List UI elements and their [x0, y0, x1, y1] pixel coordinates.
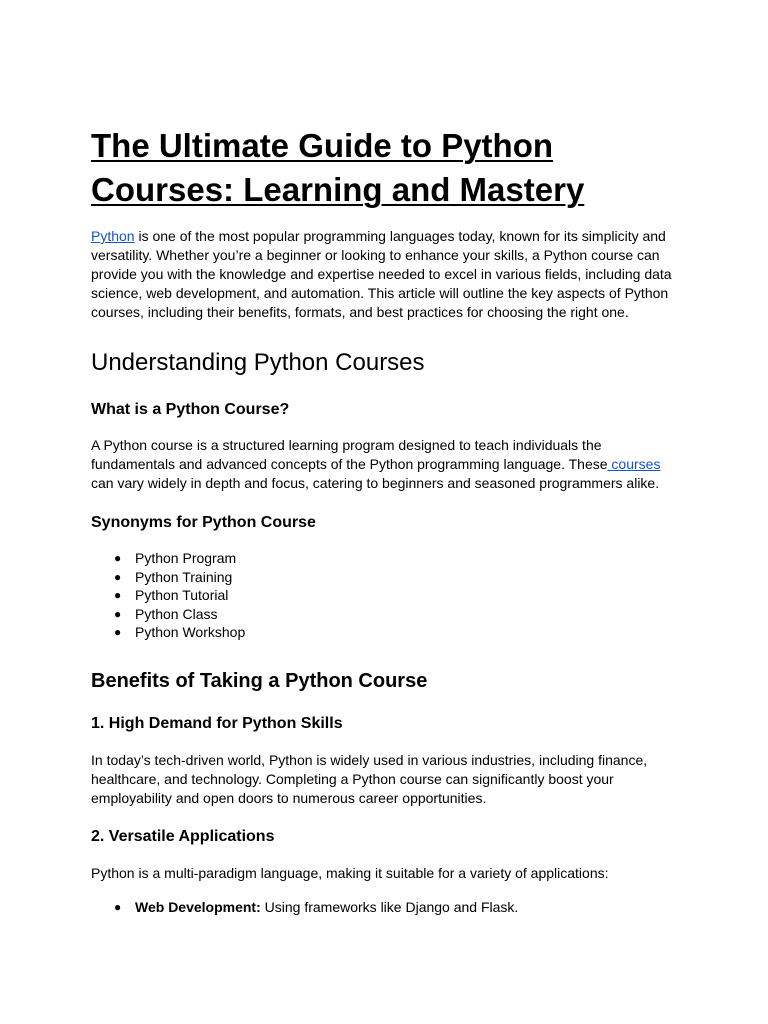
what-is-text-before: A Python course is a structured learning program designed to teach individuals the fundamentals and advanced concepts of the Python programming language. These: [91, 437, 608, 472]
item-text: Using frameworks like Django and Flask.: [260, 899, 519, 915]
bullet-icon: ●: [114, 551, 122, 565]
bullet-icon: ●: [114, 900, 122, 914]
applications-list: [91, 898, 518, 917]
bullet-icon: ●: [114, 588, 122, 603]
what-is-heading: What is a Python Course?: [91, 401, 290, 418]
python-link[interactable]: Python: [91, 228, 135, 244]
list-item: ● Python Training: [114, 568, 233, 585]
what-is-text-after: can vary widely in depth and focus, catering to beginners and seasoned programmers alike.: [91, 475, 660, 491]
intro-paragraph: [91, 227, 681, 322]
document-title: The Ultimate Guide to Python Courses: Learning and Mastery: [91, 127, 585, 208]
understanding-heading: Understanding Python Courses: [91, 349, 425, 376]
versatile-heading: 2. Versatile Applications: [91, 828, 275, 845]
bullet-icon: ●: [114, 606, 122, 621]
bullet-icon: ●: [114, 569, 122, 584]
demand-heading: 1. High Demand for Python Skills: [91, 715, 343, 732]
list-item: ● Python Tutorial: [114, 587, 229, 604]
synonyms-heading: Synonyms for Python Course: [91, 514, 316, 531]
demand-paragraph: In today’s tech-driven world, Python is widely used in various industries, including finance, healthcare, and technology. Completing a Python course can significantly boost your employability and open doors to numerous career opportunities.: [91, 752, 648, 806]
courses-link[interactable]: courses: [607, 456, 661, 472]
synonyms-list: [91, 549, 245, 642]
list-item: ● Python Workshop: [114, 624, 246, 641]
item-label: Web Development:: [135, 899, 261, 915]
versatile-paragraph: Python is a multi-paradigm language, making it suitable for a variety of applications:: [91, 865, 609, 881]
list-item: ● Python Program: [114, 550, 237, 566]
bullet-icon: ●: [114, 625, 122, 640]
intro-text: is one of the most popular programming languages today, known for its simplicity and versatility. Whether you’re a beginner or looking to enhance your skills, a Python course can provide you with the knowledge and expertise needed to excel in various fields, including data science, web development, and automation. This article will outline the key aspects of Python courses, including their benefits, formats, and best practices for choosing the right one.: [91, 228, 672, 320]
what-is-paragraph: [91, 436, 681, 493]
list-item: [91, 898, 518, 917]
benefits-heading: Benefits of Taking a Python Course: [91, 670, 428, 692]
list-item: ● Python Class: [114, 605, 218, 622]
